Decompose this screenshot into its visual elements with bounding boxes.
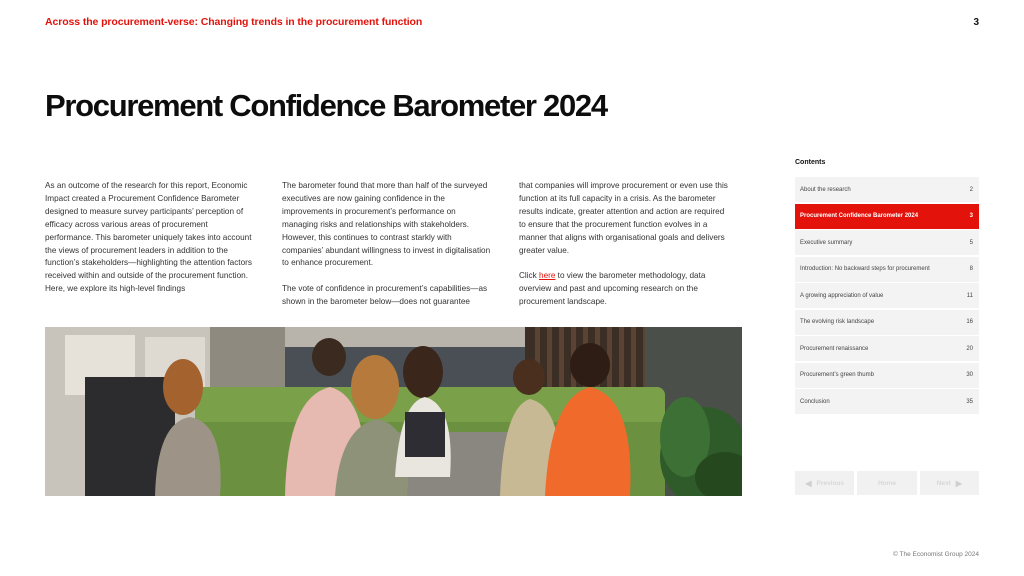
body-paragraph: The vote of confidence in procurement’s capabilities—as shown in the barometer below—does not guarantee (282, 284, 488, 307)
contents-item-page: 5 (969, 239, 973, 246)
contents-item-risk-landscape[interactable] (795, 310, 979, 335)
arrow-right-icon: ▶ (955, 478, 962, 488)
contents-item-label: A growing appreciation of value (800, 292, 884, 299)
body-paragraph: that companies will improve procurement or even use this function at its full capacity in a crisis. As the barometer results indicate, greater attention and action are required to ensure that the procurement function evolves in a manner that aligns with organisational goals and delivers greater value. (519, 181, 728, 255)
contents-item-appreciation-of-value[interactable] (795, 283, 979, 308)
body-column-2 (282, 180, 492, 322)
body-paragraph: As an outcome of the research for this report, Economic Impact created a Procurement Confidence Barometer designed to measure survey participants’ perception of efficacy across various areas of procurement performance. This barometer uniquely takes into account the views of procurement leaders in addition to the function’s stakeholders—highlighting the attention factors received within and outside of the procurement function. Here, we explore its high-level findings (45, 181, 252, 294)
contents-item-page: 30 (966, 372, 973, 378)
contents-item-page: 11 (966, 292, 973, 299)
arrow-left-icon: ◀ (805, 478, 812, 488)
body-paragraph: The barometer found that more than half of the surveyed executives are now gaining confidence in the improvements in procurement’s performance on managing risks and relationships with stakeholders. However, this continues to contrast starkly with companies’ abundant willingness to invest in digitalisation to enhance procurement. (282, 181, 491, 268)
contents-item-green-thumb[interactable] (795, 363, 979, 388)
page-title: Procurement Confidence Barometer 2024 (45, 88, 607, 123)
contents-item-procurement-renaissance[interactable] (795, 336, 979, 361)
contents-item-about-the-research[interactable] (795, 177, 979, 202)
contents-item-executive-summary[interactable] (795, 230, 979, 255)
contents-item-label: Conclusion (800, 398, 830, 405)
page-navigation (795, 471, 979, 495)
body-paragraph (519, 270, 729, 309)
team-meeting-photo (45, 327, 742, 496)
link-prefix: Click (519, 271, 540, 281)
body-column-3 (519, 180, 729, 322)
contents-item-label: Procurement’s green thumb (800, 372, 874, 378)
next-button[interactable] (920, 471, 979, 495)
contents-item-introduction[interactable] (795, 257, 979, 282)
contents-item-page: 20 (966, 345, 973, 352)
previous-label: Previous (816, 479, 844, 487)
contents-item-label: Procurement Confidence Barometer 2024 (800, 213, 919, 219)
contents-item-label: Executive summary (800, 239, 853, 246)
methodology-link[interactable]: here (539, 271, 556, 281)
page-number: 3 (973, 17, 979, 28)
contents-item-label: Procurement renaissance (800, 345, 869, 352)
contents-item-label: Introduction: No backward steps for procurement (800, 266, 930, 272)
contents-item-conclusion[interactable] (795, 389, 979, 414)
home-label: Home (877, 479, 897, 487)
contents-item-page: 3 (969, 213, 973, 219)
home-button[interactable] (857, 471, 916, 495)
contents-item-page: 8 (969, 266, 973, 272)
next-label: Next (936, 479, 951, 487)
contents-heading: Contents (795, 159, 826, 166)
contents-item-page: 2 (969, 186, 973, 193)
contents-item-label: About the research (800, 186, 851, 193)
link-suffix: to view the barometer methodology, data overview and past and upcoming research on the procurement landscape. (519, 271, 706, 307)
copyright-notice: © The Economist Group 2024 (893, 551, 979, 558)
contents-item-label: The evolving risk landscape (800, 319, 875, 325)
contents-item-page: 35 (966, 398, 973, 405)
previous-button[interactable] (795, 471, 854, 495)
body-column-1 (45, 180, 255, 309)
contents-item-procurement-confidence-barometer[interactable] (795, 204, 979, 229)
contents-item-page: 16 (966, 319, 973, 325)
contents-list (795, 177, 979, 416)
running-header-title: Across the procurement-verse: Changing trends in the procurement function (45, 16, 423, 28)
